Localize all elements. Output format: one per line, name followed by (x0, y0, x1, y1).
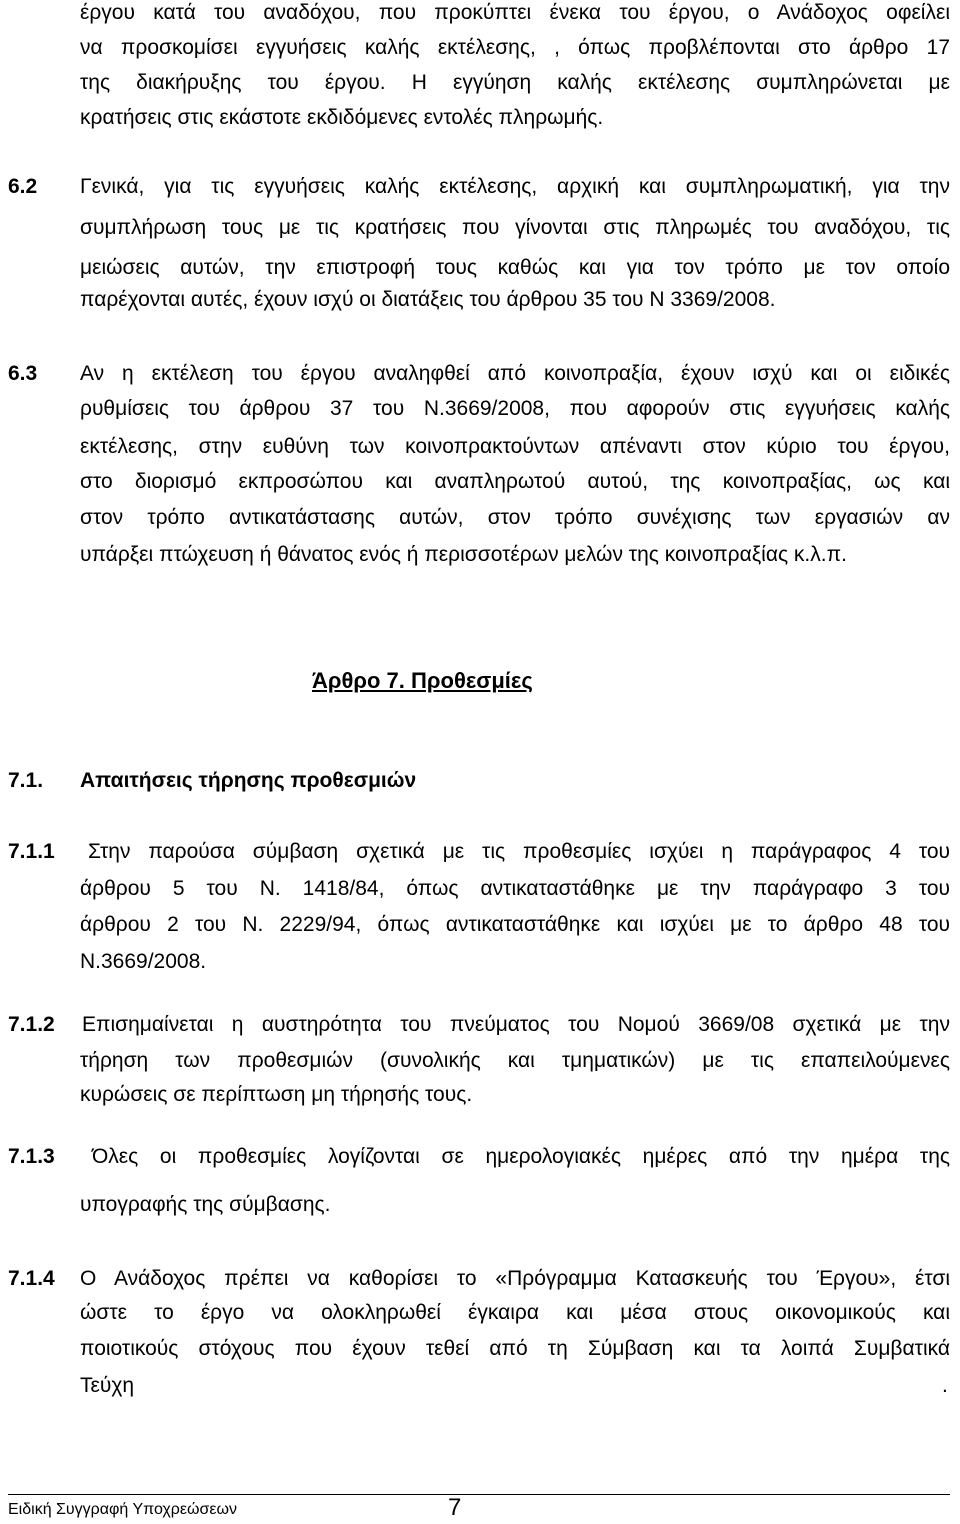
intro-line-4: κρατήσεις στις εκάστοτε εκδιδόμενες εντολές πληρωμής. (80, 106, 604, 129)
para-number-7-1-4: 7.1.4 (8, 1267, 55, 1290)
para-6-3-line-2: ρυθμίσεις του άρθρου 37 του Ν.3669/2008, που αφορούν στις εγγυήσεις καλής (80, 397, 950, 420)
para-6-3-line-3: εκτέλεσης, στην ευθύνη των κοινοπρακτούντων απέναντι στον κύριο του έργου, (80, 435, 950, 458)
para-7-1-3-line-1: Όλες οι προθεσμίες λογίζονται σε ημερολογιακές ημέρες από την ημέρα της (92, 1145, 950, 1168)
para-6-3-line-1: Αν η εκτέλεση του έργου αναληφθεί από κοινοπραξία, έχουν ισχύ και οι ειδικές (80, 362, 950, 385)
para-7-1-1-line-1: Στην παρούσα σύμβαση σχετικά με τις προθεσμίες ισχύει η παράγραφος 4 του (88, 840, 950, 863)
para-7-1-4-final-period: . (942, 1374, 948, 1397)
para-6-2-line-2: συμπλήρωση τους με τις κρατήσεις που γίνονται στις πληρωμές του αναδόχου, τις (80, 216, 950, 239)
para-6-3-line-6: υπάρξει πτώχευση ή θάνατος ενός ή περισσοτέρων μελών της κοινοπραξίας κ.λ.π. (80, 543, 847, 566)
para-7-1-2-line-3: κυρώσεις σε περίπτωση μη τήρησής τους. (80, 1083, 473, 1106)
para-6-3-line-5: στον τρόπο αντικατάστασης αυτών, στον τρόπο συνέχισης των εργασιών αν (80, 506, 950, 529)
intro-line-3: της διακήρυξης του έργου. Η εγγύηση καλής εκτέλεσης συμπληρώνεται με (80, 71, 950, 94)
para-7-1-3-line-2: υπογραφής της σύμβασης. (80, 1193, 331, 1216)
para-7-1-1-line-2: άρθρου 5 του Ν. 1418/84, όπως αντικαταστάθηκε με την παράγραφο 3 του (80, 877, 950, 900)
footer-rule (8, 1494, 950, 1495)
para-6-2-line-1: Γενικά, για τις εγγυήσεις καλής εκτέλεσης, αρχική και συμπληρωματική, για την (80, 175, 950, 198)
para-7-1-4-line-4: Τεύχη (80, 1374, 135, 1397)
para-6-2-line-3: μειώσεις αυτών, την επιστροφή τους καθώς και για τον τρόπο με τον οποίο (80, 256, 950, 279)
para-number-6-3: 6.3 (8, 362, 38, 385)
para-number-7-1-2: 7.1.2 (8, 1013, 55, 1036)
intro-line-2: να προσκομίσει εγγυήσεις καλής εκτέλεσης, , όπως προβλέπονται στο άρθρο 17 (80, 36, 950, 59)
section-number-7-1: 7.1. (8, 769, 44, 792)
article-7-heading: Άρθρο 7. Προθεσμίες (312, 668, 533, 693)
para-6-2-line-4: παρέχονται αυτές, έχουν ισχύ οι διατάξεις του άρθρου 35 του Ν 3369/2008. (80, 288, 776, 311)
para-7-1-2-line-2: τήρηση των προθεσμιών (συνολικής και τμηματικών) με τις επαπειλούμενες (80, 1049, 950, 1072)
para-7-1-1-line-3: άρθρου 2 του Ν. 2229/94, όπως αντικαταστάθηκε και ισχύει με το άρθρο 48 του (80, 913, 950, 936)
para-7-1-4-line-3: ποιοτικούς στόχους που έχουν τεθεί από τη Σύμβαση και τα λοιπά Συμβατικά (80, 1337, 950, 1360)
para-number-6-2: 6.2 (8, 175, 38, 198)
footer-title: Ειδική Συγγραφή Υποχρεώσεων (8, 1501, 238, 1518)
para-6-3-line-4: στο διορισμό εκπροσώπου και αναπληρωτού αυτού, της κοινοπραξίας, ως και (80, 470, 950, 493)
para-number-7-1-3: 7.1.3 (8, 1145, 55, 1168)
footer-page-number: 7 (448, 1494, 462, 1521)
section-7-1-title: Απαιτήσεις τήρησης προθεσμιών (80, 769, 417, 792)
para-number-7-1-1: 7.1.1 (8, 840, 55, 863)
intro-line-1: έργου κατά του αναδόχου, που προκύπτει ένεκα του έργου, ο Ανάδοχος οφείλει (80, 1, 950, 24)
para-7-1-4-line-2: ώστε το έργο να ολοκληρωθεί έγκαιρα και μέσα στους οικονομικούς και (80, 1301, 950, 1324)
para-7-1-1-line-4: Ν.3669/2008. (80, 950, 207, 973)
para-7-1-2-line-1: Επισημαίνεται η αυστηρότητα του πνεύματος του Νομού 3669/08 σχετικά με την (82, 1013, 950, 1036)
para-7-1-4-line-1: Ο Ανάδοχος πρέπει να καθορίσει το «Πρόγραμμα Κατασκευής του Έργου», έτσι (80, 1267, 950, 1290)
